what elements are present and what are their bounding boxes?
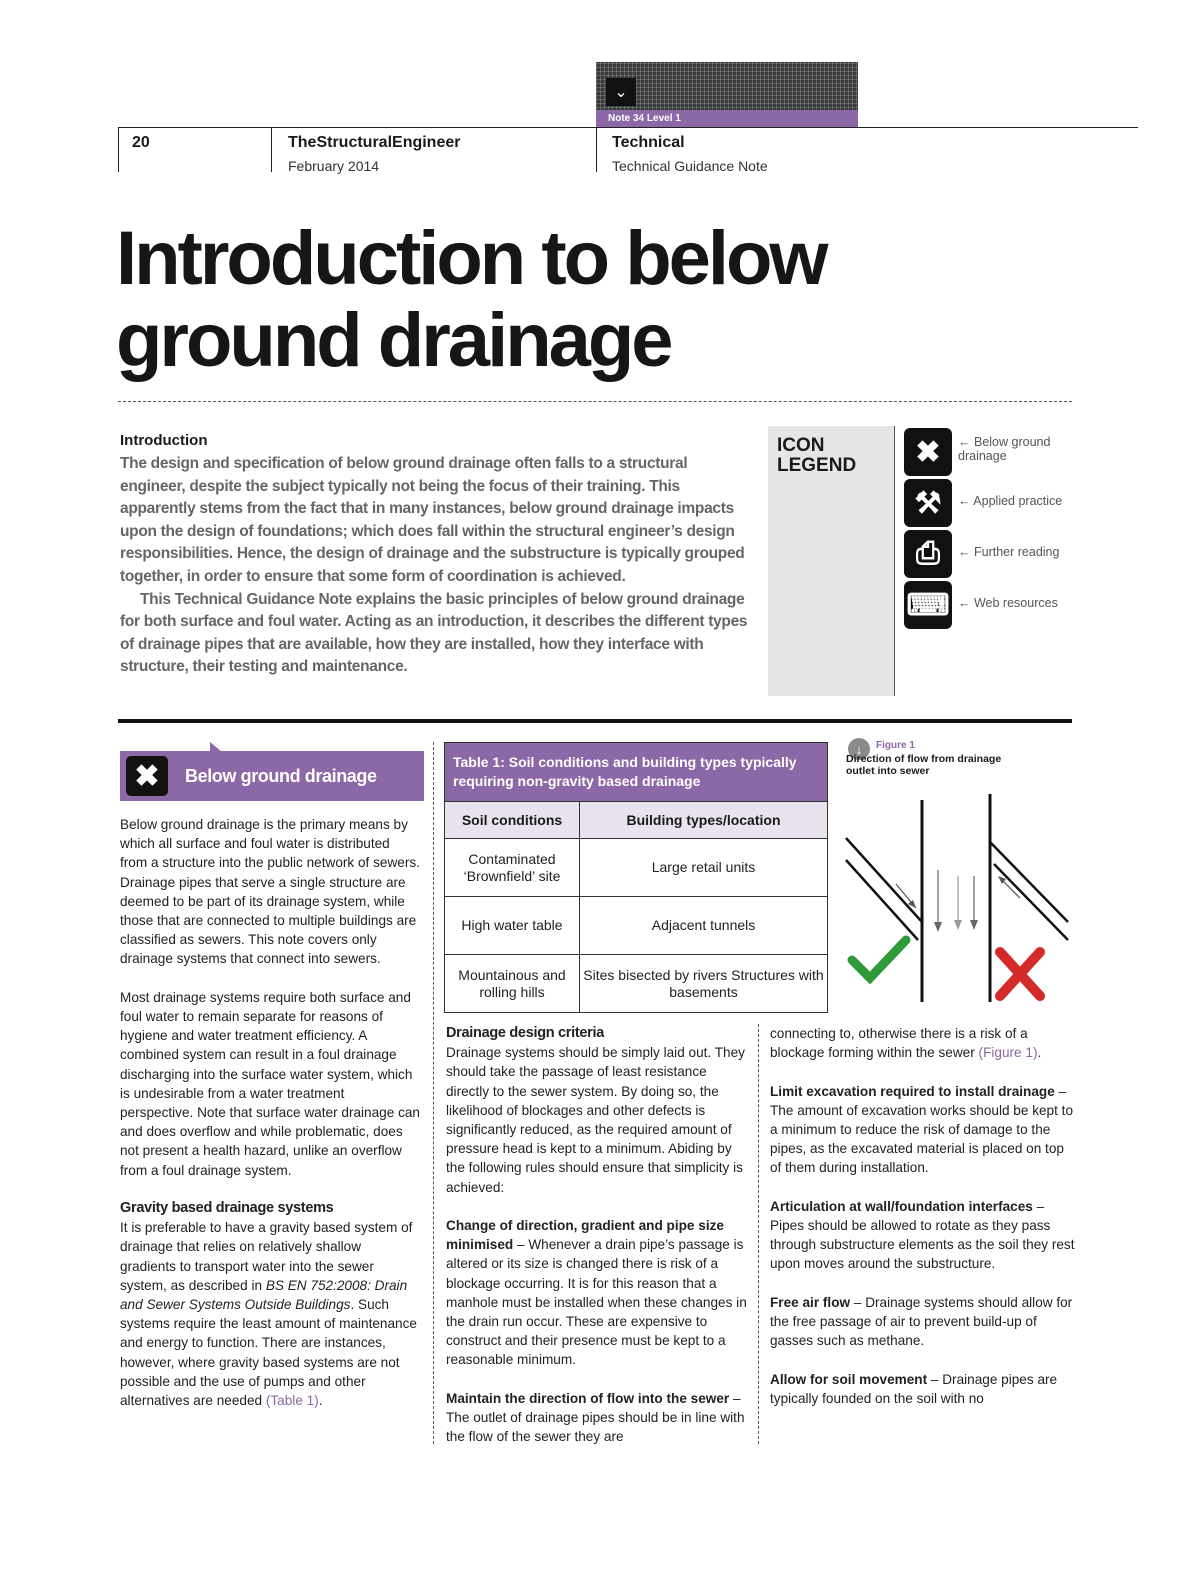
cross-icon: ✖ <box>126 756 168 796</box>
left-pipe-bottom <box>846 860 918 940</box>
rule-lead: Change of direction, gradient and pipe size minimised <box>446 1218 724 1253</box>
paragraph: Drainage systems should be simply laid out. They should take the passage of least resistance directly to the sewer system. By doing so, the likelihood of blockages and other defects is significantly reduced, as the required amount of pressure head is kept to a minimum. Abiding by the following rules should ensure that simplicity is achieved: <box>446 1045 745 1195</box>
table-header: Soil conditions <box>445 802 580 839</box>
standard-reference: BS EN 752:2008: Drain and Sewer Systems Outside Buildings <box>120 1277 408 1313</box>
legend-item-web-resources: ← Web resources <box>958 596 1058 610</box>
table-header: Building types/location <box>580 802 828 839</box>
table-cell: High water table <box>445 897 580 955</box>
table-row <box>445 897 828 955</box>
paragraph: Free air flow – Drainage systems should allow for the free passage of air to prevent build-up of gasses such as methane. <box>770 1294 1073 1349</box>
figure-1-link[interactable]: (Figure 1) <box>978 1045 1038 1061</box>
table-caption: Table 1: Soil conditions and building types typically requiring non-gravity based drainage <box>445 743 828 802</box>
table-cell: Large retail units <box>580 839 828 897</box>
check-icon <box>852 940 906 978</box>
subheading-design-criteria: Drainage design criteria <box>446 1025 604 1041</box>
issue-date: February 2014 <box>288 158 380 174</box>
intro-text <box>120 453 752 679</box>
section-rule <box>118 719 1072 723</box>
icon-legend-title: ICON LEGEND <box>777 435 857 476</box>
keyboard-icon: ⌨ <box>904 581 952 629</box>
body-column-2 <box>446 1024 752 1466</box>
table-row <box>445 955 828 1013</box>
figure-flow-diagram <box>840 780 1080 1010</box>
printer-icon: ⎙ <box>904 530 952 578</box>
intro-paragraph-2: This Technical Guidance Note explains the basic principles of below ground drainage for both surface and foul water. Acting as an introduction, it describes the different types of drainage pipes that are available, how they are installed, how they interface with structure, their testing and maintenance. <box>120 590 748 676</box>
paragraph: Maintain the direction of flow into the sewer – The outlet of drainage pipes should be in line with the flow of the sewer they are <box>446 1390 745 1445</box>
legend-item-further-reading: ← Further reading <box>958 545 1060 559</box>
page-title <box>116 218 1076 382</box>
flow-arrowhead <box>954 920 962 930</box>
table-cell: Sites bisected by rivers Structures with basements <box>580 955 828 1013</box>
table-cell: Adjacent tunnels <box>580 897 828 955</box>
left-pipe-top <box>846 838 922 922</box>
title-line-1: Introduction to below <box>116 216 826 301</box>
right-pipe-bottom <box>994 864 1068 940</box>
rule-lead: Allow for soil movement <box>770 1371 928 1387</box>
section-subtitle: Technical Guidance Note <box>612 158 768 174</box>
subheading-gravity: Gravity based drainage systems <box>120 1200 334 1217</box>
note-level-tag: Note 34 Level 1 <box>596 110 858 128</box>
intro-paragraph-1: The design and specification of below ground drainage often falls to a structural engineer, despite the subject typically not being the focus of their training. This apparently stems from the fact that in many instances, below ground drainage impacts upon the design of foundations; which does fall within the structural engineer’s design responsibilities. Hence, the design of drainage and the substructure is typically grouped together, in order to ensure that some form of coordination is achieved. <box>120 455 745 585</box>
flow-arrowhead <box>970 920 978 930</box>
paragraph: Change of direction, gradient and pipe size minimised – Whenever a drain pipe’s passage is altered or its size is changed there is risk of a blockage occurring. It is for this reason that a manhole must be installed when these changes in the drain run occur. These are expensive to construct and their presence must be kept to a reasonable minimum. <box>446 1218 747 1368</box>
chevron-down-icon: ⌄ <box>606 78 636 106</box>
body-column-1 <box>120 815 420 1429</box>
table-cell: Mountainous and rolling hills <box>445 955 580 1013</box>
body-column-3 <box>770 1024 1076 1427</box>
rule-lead: Articulation at wall/foundation interfaces <box>770 1198 1033 1214</box>
page-number: 20 <box>132 134 150 151</box>
cross-icon: ✖ <box>904 428 952 476</box>
section-banner-title: Below ground drainage <box>185 766 377 786</box>
paragraph: connecting to, otherwise there is a risk of a blockage forming within the sewer (Figure 1). <box>770 1026 1042 1061</box>
figure-label: Figure 1 <box>876 740 915 751</box>
figure-caption: Direction of flow from drainage outlet into sewer <box>846 753 1002 777</box>
table-1-link[interactable]: (Table 1) <box>265 1393 319 1409</box>
rule-lead: Limit excavation required to install drainage <box>770 1083 1055 1099</box>
rule-lead: Maintain the direction of flow into the sewer <box>446 1390 730 1406</box>
table-row <box>445 839 828 897</box>
legend-item-below-ground-drainage: ← Below ground drainage <box>958 435 1051 463</box>
section-name: Technical <box>612 134 685 151</box>
paragraph: It is preferable to have a gravity based system of drainage that relies on relatively shallow gradients to transport water into the sewer system, as described in BS EN 752:2008: Drain and Sewer Systems Outside Buildings. Such systems require the least amount of maintenance and energy to function. There are instances, however, where gravity based systems are not possible and the use of pumps and other alternatives are needed (Table 1). <box>120 1220 417 1409</box>
magazine-name: TheStructuralEngineer <box>288 134 461 151</box>
legend-divider <box>894 426 895 696</box>
title-divider <box>118 401 1072 402</box>
paragraph: Allow for soil movement – Drainage pipes are typically founded on the soil with no <box>770 1371 1058 1406</box>
column-divider <box>758 1024 759 1444</box>
cross-mark-icon <box>1000 952 1040 996</box>
title-line-2: ground drainage <box>116 298 671 383</box>
paragraph: Below ground drainage is the primary means by which all surface and foul water is distributed from a structure into the public network of sewers. Drainage pipes that serve a single structure are deemed to be part of its drainage system, while those that are connected to multiple buildings are classified as sewers. This note covers only drainage systems that connect into sewers. <box>120 817 420 967</box>
paragraph: Articulation at wall/foundation interfaces – Pipes should be allowed to rotate as they pass through substructure elements as the soil they rest upon moves around the substructure. <box>770 1198 1075 1272</box>
paragraph: Limit excavation required to install drainage – The amount of excavation works should be kept to a minimum to reduce the risk of damage to the pipes, as the excavated material is placed on top of them during installation. <box>770 1083 1074 1176</box>
rule-lead: Free air flow <box>770 1294 851 1310</box>
legend-item-applied-practice: ← Applied practice <box>958 494 1063 508</box>
tools-icon: ⚒ <box>904 479 952 527</box>
header-separator <box>271 128 272 172</box>
column-divider <box>433 742 434 1444</box>
header-separator <box>596 128 597 172</box>
table-soil-conditions <box>444 742 828 1013</box>
arrow-down-icon: ↓ <box>848 738 870 760</box>
intro-heading: Introduction <box>120 432 208 449</box>
table-cell: Contaminated ‘Brownfield’ site <box>445 839 580 897</box>
header-separator <box>118 128 119 172</box>
flow-arrowhead <box>934 922 942 932</box>
paragraph: Most drainage systems require both surface and foul water to remain separate for reasons of hygiene and water treatment efficiency. A combined system can result in a foul drainage discharging into the surface water system, which is undesirable from a water treatment perspective. Note that surface water drainage can and does overflow and while problematic, does not present a health hazard, unlike an overflow from a foul drainage system. <box>120 989 420 1178</box>
